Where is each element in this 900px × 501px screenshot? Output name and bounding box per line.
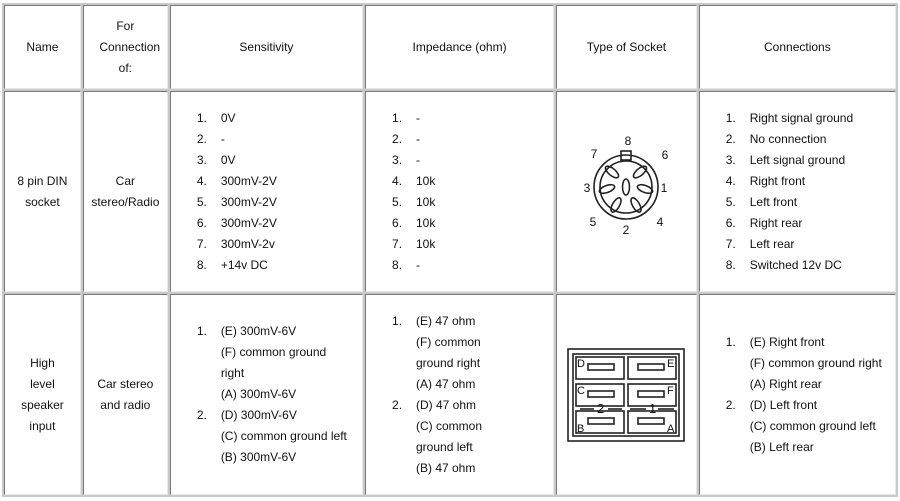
din-label-3: 3 xyxy=(584,180,591,195)
speaker-label-b: B xyxy=(577,422,585,435)
connections-list xyxy=(704,332,891,458)
row-sensitivity xyxy=(170,294,363,495)
speaker-pin-f xyxy=(638,391,664,397)
list-item: 10k xyxy=(416,194,436,209)
header-for-connection xyxy=(83,5,168,89)
row-name xyxy=(4,294,81,495)
impedance-list xyxy=(370,108,549,276)
header-row xyxy=(4,5,896,89)
list-item: Left front xyxy=(749,194,798,209)
din-pin-8 xyxy=(623,179,630,195)
list-item: (D) Left front xyxy=(749,397,818,412)
row-impedance xyxy=(365,294,554,495)
list-item-cont: (A) 300mV-6V xyxy=(220,387,297,401)
row-name-text: High level speaker input xyxy=(21,355,64,433)
list-item: - xyxy=(416,131,420,146)
list-item-cont: (F) common ground right xyxy=(749,355,882,370)
list-item: (D) 300mV-6V xyxy=(220,408,297,422)
list-item: 10k xyxy=(416,236,436,251)
header-sensitivity: Sensitivity xyxy=(170,5,363,89)
speaker-label-a: A xyxy=(667,422,675,435)
row-sensitivity xyxy=(170,91,363,292)
list-item: Right rear xyxy=(749,215,803,230)
header-impedance: Impedance (ohm) xyxy=(365,5,554,89)
list-item: No connection xyxy=(749,131,827,146)
din-label-4: 4 xyxy=(657,214,664,229)
row-connections xyxy=(699,91,896,292)
list-item: 10k xyxy=(416,215,436,230)
row-name-text: 8 pin DIN socket xyxy=(17,173,68,209)
spec-table xyxy=(2,3,898,497)
speaker-label-e: E xyxy=(667,357,675,370)
list-item: (E) 300mV-6V xyxy=(220,324,297,338)
list-item: (E) 47 ohm xyxy=(416,313,476,328)
list-item-cont: (A) 47 ohm xyxy=(416,376,476,391)
list-item-cont: (C) common ground left xyxy=(220,429,347,443)
list-item: +14v DC xyxy=(220,257,268,272)
list-item: Left signal ground xyxy=(749,152,846,167)
sensitivity-list xyxy=(175,108,358,276)
list-item: - xyxy=(416,257,420,272)
list-item: 300mV-2V xyxy=(220,173,277,188)
row-for-connection-text: Car stereo/Radio xyxy=(91,173,160,209)
speaker-socket-diagram xyxy=(566,347,686,443)
list-item-cont: (A) Right rear xyxy=(749,376,822,391)
list-item: - xyxy=(416,110,420,125)
speaker-label-f: F xyxy=(667,384,675,397)
speaker-label-group-1: 1 xyxy=(649,400,657,416)
list-item: 0V xyxy=(220,110,236,125)
list-item: 300mV-2V xyxy=(220,215,277,230)
list-item: (E) Right front xyxy=(749,334,825,349)
row-for-connection-text: Car stereo and radio xyxy=(97,376,154,412)
list-item: 300mV-2V xyxy=(220,194,277,209)
din-label-6: 6 xyxy=(662,147,669,162)
impedance-list xyxy=(370,311,549,479)
header-connections: Connections xyxy=(699,5,896,89)
list-item: 300mV-2v xyxy=(220,236,275,251)
speaker-pin-e xyxy=(638,364,664,370)
connections-list xyxy=(704,108,891,276)
din-socket-diagram xyxy=(566,127,686,257)
header-for-connection-text: For Connection of: xyxy=(99,18,161,75)
table-row xyxy=(4,294,896,495)
list-item: (D) 47 ohm xyxy=(416,397,477,412)
list-item-cont: (B) 47 ohm xyxy=(416,460,476,475)
list-item: - xyxy=(416,152,420,167)
list-item: Left rear xyxy=(749,236,795,251)
row-socket-type xyxy=(556,91,697,292)
din-label-2: 2 xyxy=(623,222,630,237)
list-item: Switched 12v DC xyxy=(749,257,842,272)
row-connections xyxy=(699,294,896,495)
din-label-7: 7 xyxy=(591,146,598,161)
row-for-connection xyxy=(83,91,168,292)
list-item: Right front xyxy=(749,173,806,188)
list-item-cont: (F) common ground right xyxy=(220,345,327,380)
row-impedance xyxy=(365,91,554,292)
row-for-connection xyxy=(83,294,168,495)
din-pin-7 xyxy=(604,164,621,180)
list-item-cont: (B) 300mV-6V xyxy=(220,450,297,464)
list-item-cont: (B) Left rear xyxy=(749,439,814,454)
table-row xyxy=(4,91,896,292)
header-socket-type: Type of Socket xyxy=(556,5,697,89)
din-pin-3 xyxy=(599,182,616,194)
din-label-8: 8 xyxy=(625,133,632,148)
speaker-label-group-2: 2 xyxy=(597,400,605,416)
sensitivity-list xyxy=(175,321,358,468)
din-pin-4 xyxy=(629,196,643,213)
list-item: - xyxy=(220,131,225,146)
speaker-pin-b xyxy=(588,418,614,424)
row-socket-type xyxy=(556,294,697,495)
din-pin-1 xyxy=(637,182,654,194)
row-name xyxy=(4,91,81,292)
list-item-cont: (C) common ground left xyxy=(749,418,876,433)
speaker-pin-d xyxy=(588,364,614,370)
speaker-pin-c xyxy=(588,391,614,397)
din-inner-ring xyxy=(600,161,652,213)
list-item-cont: (F) common ground right xyxy=(416,334,481,370)
din-label-5: 5 xyxy=(590,214,597,229)
speaker-label-c: C xyxy=(577,384,586,397)
speaker-label-d: D xyxy=(577,357,586,370)
list-item-cont: (C) common ground left xyxy=(416,418,483,454)
din-pin-6 xyxy=(632,164,649,180)
din-label-1: 1 xyxy=(661,180,668,195)
speaker-pin-a xyxy=(638,418,664,424)
list-item: 10k xyxy=(416,173,436,188)
list-item: 0V xyxy=(220,152,236,167)
list-item: Right signal ground xyxy=(749,110,854,125)
din-pin-5 xyxy=(609,196,623,213)
header-name: Name xyxy=(4,5,81,89)
